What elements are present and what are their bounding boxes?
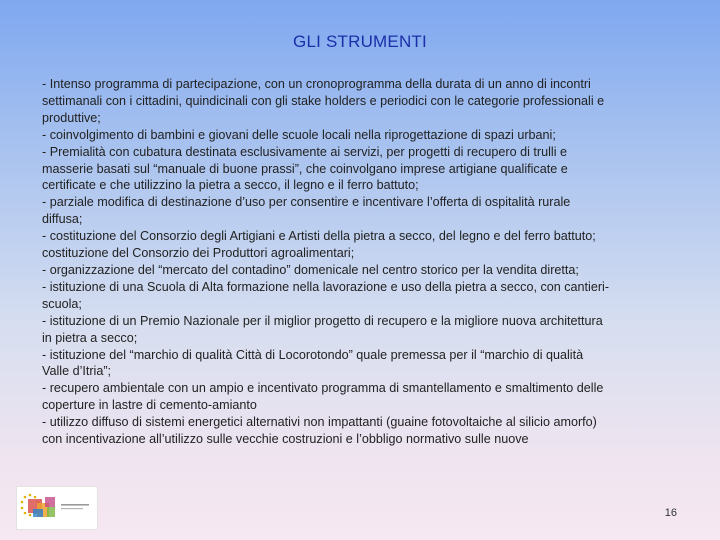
body-line: diffusa;	[42, 212, 83, 227]
body-line: masserie basati sul “manuale di buone prassi”, che coinvolgano imprese artigiane qualificate e	[42, 161, 568, 176]
body-line: costituzione del Consorzio dei Produttori agroalimentari;	[42, 246, 355, 261]
body-line: in pietra a secco;	[42, 330, 138, 345]
body-line: - recupero ambientale con un ampio e incentivato programma di smantellamento e smaltimento delle	[42, 381, 604, 396]
body-line: settimanali con i cittadini, quindicinali con gli stake holders e periodici con le categorie professionali e	[42, 93, 605, 108]
body-line: - parziale modifica di destinazione d’uso per consentire e incentivare l’offerta di ospitalità rurale	[42, 195, 571, 210]
body-line: - coinvolgimento di bambini e giovani delle scuole locali nella riprogettazione di spazi urbani;	[42, 127, 556, 142]
body-line: - organizzazione del “mercato del contadino” domenicale nel centro storico per la vendita diretta;	[42, 262, 579, 277]
body-line: certificate e che utilizzino la pietra a secco, il legno e il ferro battuto;	[42, 178, 419, 193]
body-line: scuola;	[42, 296, 82, 311]
body-line: - istituzione di una Scuola di Alta formazione nella lavorazione e uso della pietra a secco, con cantieri-	[42, 279, 610, 294]
body-line: - istituzione del “marchio di qualità Città di Locorotondo” quale premessa per il “marchio di qualità	[42, 347, 584, 362]
page-number: 16	[664, 507, 677, 519]
slide-body	[42, 76, 682, 448]
body-line: - utilizzo diffuso di sistemi energetici alternativi non impattanti (guaine fotovoltaiche al silicio amorfo)	[42, 415, 597, 430]
body-line: - istituzione di un Premio Nazionale per il miglior progetto di recupero e la migliore nuova architettura	[42, 313, 603, 328]
body-line: Valle d’Itria”;	[42, 364, 112, 379]
body-line: - costituzione del Consorzio degli Artigiani e Artisti della pietra a secco, del legno e del ferro battuto;	[42, 229, 596, 244]
slide-title: GLI STRUMENTI	[293, 32, 427, 51]
project-logo	[16, 486, 98, 530]
body-line: con incentivazione all’utilizzo sulle vecchie costruzioni e l’obbligo normativo sulle nuove	[42, 432, 529, 447]
body-line: - Premialità con cubatura destinata esclusivamente ai servizi, per progetti di recupero di trulli e	[42, 144, 567, 159]
body-line: produttive;	[42, 110, 101, 125]
logo-graphic	[17, 487, 97, 529]
body-line: coperture in lastre di cemento-amianto	[42, 398, 257, 413]
body-line: - Intenso programma di partecipazione, con un cronoprogramma della durata di un anno di incontri	[42, 77, 591, 91]
